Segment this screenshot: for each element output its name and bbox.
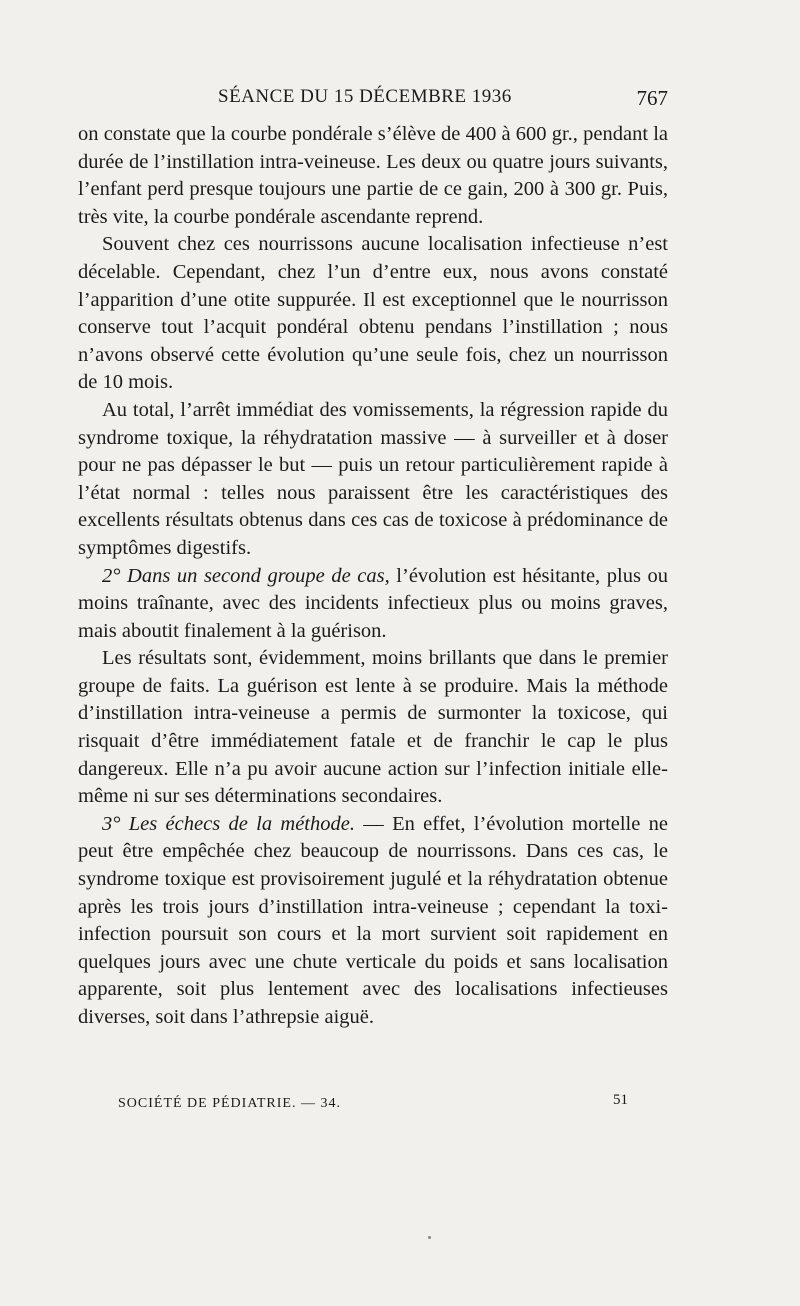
paragraph-text: on constate que la courbe pondérale s’élève de 400 à 600 gr., pendant la durée de l’instillation intra-veineuse. Les deux ou quatre jours suivants, l’enfant perd presque toujours une partie de ce gain, 200 à 300 gr. Puis, très vite, la courbe pondérale ascendante reprend. — [78, 123, 668, 228]
paragraph — [78, 563, 668, 646]
paragraph — [78, 121, 668, 231]
paragraph-text: l’évolution est hésitante, plus ou moins traînante, avec des incidents infectieux plus ou moins graves, mais aboutit finalement à la guérison. — [78, 564, 669, 642]
paper-speck — [428, 1236, 431, 1239]
page-footer — [118, 1092, 628, 1122]
paragraph-lead: 3° Les échecs de la méthode. — [102, 812, 355, 835]
header-title: SÉANCE DU 15 DÉCEMBRE 1936 — [218, 86, 512, 107]
paragraph — [78, 811, 668, 1032]
footer-signature: SOCIÉTÉ DE PÉDIATRIE. — 34. — [118, 1096, 341, 1111]
paragraph-text: Souvent chez ces nourrissons aucune localisation infectieuse n’est décelable. Cependant, chez l’un d’entre eux, nous avons constaté l’apparition d’une otite suppurée. Il est exceptionnel que le nourrisson conserve tout l’acquit pondéral obtenu pendans l’instillation ; nous n’avons observé cette évolution qu’une seule fois, chez un nourrisson de 10 mois. — [78, 233, 668, 394]
page-number: 767 — [636, 86, 668, 110]
paragraph-text: — En effet, l’évolution mortelle ne peut être empêchée chez beaucoup de nourrissons. Dans ces cas, le syndrome toxique est provisoirement jugulé et la réhydratation obtenue après les trois jours d’instillation intra-veineuse ; cependant la toxi-infection poursuit son cours et la mort survient soit rapidement en quelques jours avec une chute verticale du poids et sans localisation apparente, soit plus lentement avec des localisations infectieuses diverses, soit dans l’athrepsie aiguë. — [78, 812, 669, 1028]
paragraph-text: Au total, l’arrêt immédiat des vomissements, la régression rapide du syndrome toxique, la réhydratation massive — à surveiller et à doser pour ne pas dépasser le but — puis un retour particulièrement rapide à l’état normal : telles nous paraissent être les caractéristiques des excellents résultats obtenus dans ces cas de toxicose à prédominance de symptômes digestifs. — [78, 398, 668, 559]
paragraph — [78, 645, 668, 811]
paragraph-lead: 2° Dans un second groupe de cas, — [102, 564, 390, 587]
footer-number: 51 — [613, 1092, 628, 1108]
body-text — [78, 121, 668, 1032]
running-header — [78, 86, 668, 116]
paragraph-text: Les résultats sont, évidemment, moins brillants que dans le premier groupe de faits. La guérison est lente à se produire. Mais la méthode d’instillation intra-veineuse a permis de surmonter la toxicose, qui risquait d’être immédiatement fatale et de franchir le cap le plus dangereux. Elle n’a pu avoir aucune action sur l’infection initiale elle-même ni sur ses déterminations secondaires. — [78, 647, 668, 808]
paragraph — [78, 397, 668, 563]
paragraph — [78, 231, 668, 397]
